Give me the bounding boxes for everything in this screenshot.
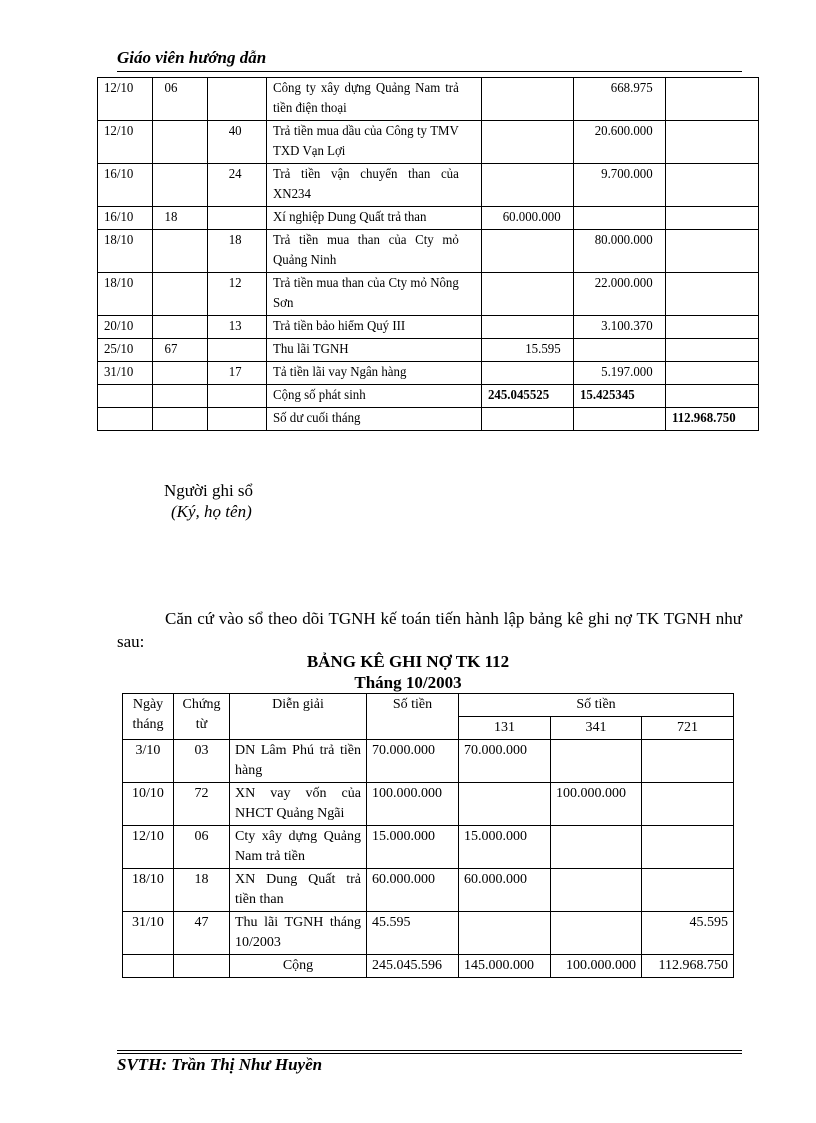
summary-account-721 — [642, 826, 734, 869]
ledger-description: Trả tiền mua than của Cty mỏ Quảng Ninh — [267, 230, 465, 273]
summary-amount: 70.000.000 — [367, 740, 459, 783]
ledger-receipt-no: 18 — [153, 207, 204, 230]
table-row — [123, 826, 734, 869]
summary-amount: 60.000.000 — [367, 869, 459, 912]
summary-header-row — [123, 694, 734, 717]
page-header: Giáo viên hướng dẫn — [117, 48, 267, 67]
summary-account-341 — [551, 912, 642, 955]
ledger-date: 16/10 — [98, 207, 149, 230]
ledger-closing-balance: 112.968.750 — [666, 408, 752, 431]
summary-account-341 — [551, 826, 642, 869]
ledger-credit: 22.000.000 — [574, 273, 659, 316]
ledger-balance — [666, 273, 752, 316]
ledger-credit: 3.100.370 — [574, 316, 659, 339]
ledger-receipt-no — [153, 230, 204, 273]
summary-voucher: 72 — [174, 783, 230, 826]
ledger-description: Xí nghiệp Dung Quất trả than — [267, 207, 465, 230]
header-date: Ngày tháng — [123, 694, 174, 740]
ledger-date: 18/10 — [98, 230, 149, 273]
ledger-payment-no: 18 — [208, 230, 262, 273]
summary-amount: 100.000.000 — [367, 783, 459, 826]
ledger-description: Trả tiền mua dầu của Công ty TMV TXD Vạn Lợi — [267, 121, 465, 164]
ledger-date: 31/10 — [98, 362, 149, 385]
summary-description: Thu lãi TGNH tháng 10/2003 — [230, 912, 367, 955]
table-row — [98, 230, 759, 273]
ledger-total-debit: 245.045525 — [482, 385, 567, 408]
ledger-debit — [482, 316, 567, 339]
ledger-description: Trả tiền bảo hiểm Quý III — [267, 316, 465, 339]
summary-voucher: 03 — [174, 740, 230, 783]
ledger-description: Thu lãi TGNH — [267, 339, 465, 362]
summary-total-721: 112.968.750 — [642, 955, 734, 978]
ledger-receipt-no — [153, 164, 204, 207]
summary-total-341: 100.000.000 — [551, 955, 642, 978]
table-row — [123, 740, 734, 783]
ledger-closing-row — [98, 408, 759, 431]
ledger-date: 12/10 — [98, 121, 149, 164]
summary-account-341 — [551, 869, 642, 912]
table-row — [98, 164, 759, 207]
ledger-description: Tả tiền lãi vay Ngân hàng — [267, 362, 465, 385]
summary-account-721: 45.595 — [642, 912, 734, 955]
table-row — [98, 121, 759, 164]
ledger-receipt-no — [153, 362, 204, 385]
summary-date: 18/10 — [123, 869, 174, 912]
recorder-note: (Ký, họ tên) — [171, 502, 252, 521]
summary-account-721 — [642, 869, 734, 912]
header-voucher: Chứng từ — [174, 694, 230, 740]
ledger-receipt-no: 06 — [153, 78, 204, 121]
ledger-total-credit: 15.425345 — [574, 385, 659, 408]
summary-total-amount: 245.045.596 — [367, 955, 459, 978]
ledger-date: 12/10 — [98, 78, 149, 121]
ledger-table — [97, 77, 759, 431]
ledger-receipt-no — [153, 121, 204, 164]
summary-date: 31/10 — [123, 912, 174, 955]
summary-account-131 — [459, 783, 551, 826]
summary-date: 10/10 — [123, 783, 174, 826]
summary-account-131: 70.000.000 — [459, 740, 551, 783]
summary-description: XN vay vốn của NHCT Quảng Ngãi — [230, 783, 367, 826]
ledger-credit: 20.600.000 — [574, 121, 659, 164]
ledger-description: Công ty xây dựng Quảng Nam trả tiền điện thoại — [267, 78, 465, 121]
table-row — [98, 316, 759, 339]
ledger-payment-no — [208, 207, 262, 230]
table-row — [98, 362, 759, 385]
summary-description: Cty xây dựng Quảng Nam trả tiền — [230, 826, 367, 869]
table-row — [123, 783, 734, 826]
ledger-receipt-no — [153, 273, 204, 316]
ledger-date: 25/10 — [98, 339, 149, 362]
ledger-debit: 15.595 — [482, 339, 567, 362]
summary-account-131: 15.000.000 — [459, 826, 551, 869]
table-row — [123, 869, 734, 912]
page-footer: SVTH: Trần Thị Như Huyền — [117, 1055, 323, 1074]
ledger-debit — [482, 121, 567, 164]
summary-account-721 — [642, 783, 734, 826]
header-account-131: 131 — [459, 717, 551, 740]
summary-date: 3/10 — [123, 740, 174, 783]
summary-description: DN Lâm Phú trả tiền hàng — [230, 740, 367, 783]
ledger-credit: 80.000.000 — [574, 230, 659, 273]
ledger-balance — [666, 230, 752, 273]
summary-title: BẢNG KÊ GHI NỢ TK 112 — [306, 652, 510, 671]
table-row — [98, 273, 759, 316]
ledger-payment-no: 17 — [208, 362, 262, 385]
ledger-debit — [482, 78, 567, 121]
ledger-date: 18/10 — [98, 273, 149, 316]
footer-divider — [117, 1050, 742, 1051]
summary-voucher: 18 — [174, 869, 230, 912]
summary-account-341 — [551, 740, 642, 783]
intro-paragraph: Căn cứ vào sổ theo dõi TGNH kế toán tiến hành lập bảng kê ghi nợ TK TGNH như sau: — [117, 609, 742, 651]
ledger-balance — [666, 121, 752, 164]
ledger-credit — [574, 339, 659, 362]
ledger-description: Trả tiền mua than của Cty mỏ Nông Sơn — [267, 273, 465, 316]
ledger-total-label: Cộng số phát sinh — [267, 385, 465, 408]
ledger-date: 16/10 — [98, 164, 149, 207]
header-account-341: 341 — [551, 717, 642, 740]
summary-voucher: 06 — [174, 826, 230, 869]
ledger-credit: 5.197.000 — [574, 362, 659, 385]
summary-account-721 — [642, 740, 734, 783]
summary-voucher: 47 — [174, 912, 230, 955]
ledger-balance — [666, 207, 752, 230]
ledger-debit — [482, 164, 567, 207]
ledger-credit: 668.975 — [574, 78, 659, 121]
ledger-payment-no: 40 — [208, 121, 262, 164]
ledger-payment-no: 24 — [208, 164, 262, 207]
summary-total-131: 145.000.000 — [459, 955, 551, 978]
ledger-debit — [482, 273, 567, 316]
ledger-payment-no — [208, 339, 262, 362]
ledger-payment-no: 13 — [208, 316, 262, 339]
table-row — [98, 339, 759, 362]
ledger-credit: 9.700.000 — [574, 164, 659, 207]
table-row — [98, 207, 759, 230]
ledger-total-row — [98, 385, 759, 408]
ledger-debit — [482, 362, 567, 385]
header-amount-group: Số tiền — [459, 694, 734, 717]
ledger-credit — [574, 207, 659, 230]
ledger-receipt-no — [153, 316, 204, 339]
summary-total-voucher — [174, 955, 230, 978]
summary-date: 12/10 — [123, 826, 174, 869]
summary-amount: 15.000.000 — [367, 826, 459, 869]
summary-subtitle: Tháng 10/2003 — [354, 673, 462, 692]
header-divider — [117, 71, 742, 72]
ledger-payment-no — [208, 78, 262, 121]
ledger-closing-label: Số dư cuối tháng — [267, 408, 465, 431]
summary-account-131 — [459, 912, 551, 955]
table-row — [123, 912, 734, 955]
header-amount: Số tiền — [367, 694, 459, 740]
summary-account-131: 60.000.000 — [459, 869, 551, 912]
summary-total-row — [123, 955, 734, 978]
ledger-balance — [666, 78, 752, 121]
ledger-debit — [482, 230, 567, 273]
header-description: Diễn giải — [230, 694, 367, 740]
summary-amount: 45.595 — [367, 912, 459, 955]
recorder-role: Người ghi sổ — [164, 481, 254, 500]
summary-total-date — [123, 955, 174, 978]
ledger-balance — [666, 362, 752, 385]
ledger-balance — [666, 339, 752, 362]
summary-table — [122, 693, 734, 978]
ledger-receipt-no: 67 — [153, 339, 204, 362]
ledger-debit: 60.000.000 — [482, 207, 567, 230]
ledger-balance — [666, 164, 752, 207]
summary-account-341: 100.000.000 — [551, 783, 642, 826]
ledger-balance — [666, 316, 752, 339]
footer-divider-inner — [117, 1053, 742, 1054]
ledger-payment-no: 12 — [208, 273, 262, 316]
header-account-721: 721 — [642, 717, 734, 740]
ledger-date: 20/10 — [98, 316, 149, 339]
summary-total-label: Cộng — [230, 955, 367, 978]
ledger-description: Trả tiền vận chuyển than của XN234 — [267, 164, 465, 207]
summary-description: XN Dung Quất trả tiền than — [230, 869, 367, 912]
table-row — [98, 78, 759, 121]
